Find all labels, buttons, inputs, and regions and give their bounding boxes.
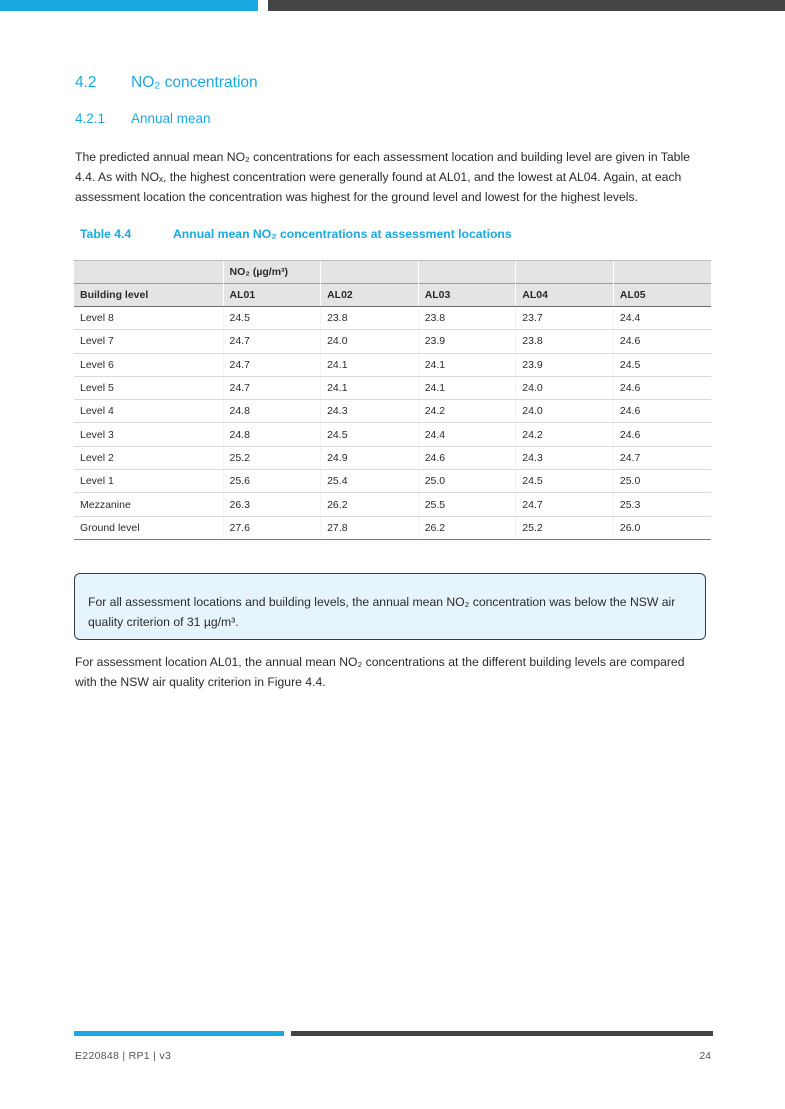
footer-accent-bar [74, 1031, 284, 1036]
table-group-spacer [418, 261, 516, 284]
table-cell: 23.9 [516, 353, 614, 376]
table-cell: 26.0 [613, 516, 711, 539]
table-row [74, 330, 711, 353]
table-cell: 24.6 [418, 446, 516, 469]
table-cell: 24.3 [321, 400, 419, 423]
table-row [74, 353, 711, 376]
table-cell: 24.8 [223, 423, 321, 446]
table-cell: 25.5 [418, 493, 516, 516]
table-body [74, 307, 711, 540]
row-label: Level 1 [74, 470, 223, 493]
table-cell: 24.7 [613, 446, 711, 469]
table-cell: 24.1 [418, 376, 516, 399]
table-row [74, 516, 711, 539]
header-accent-bar [0, 0, 258, 11]
table-cell: 23.8 [321, 307, 419, 330]
table-cell: 24.5 [321, 423, 419, 446]
table-cell: 23.8 [516, 330, 614, 353]
row-label: Level 8 [74, 307, 223, 330]
table-cell: 23.7 [516, 307, 614, 330]
table-cell: 25.0 [418, 470, 516, 493]
table-cell: 26.2 [321, 493, 419, 516]
table-cell: 24.1 [418, 353, 516, 376]
section-number: 4.2 [75, 74, 97, 91]
table-cell: 24.0 [516, 376, 614, 399]
row-label: Level 7 [74, 330, 223, 353]
table-cell: 25.0 [613, 470, 711, 493]
table-cell: 24.7 [516, 493, 614, 516]
table-row [74, 446, 711, 469]
table-cell: 24.4 [613, 307, 711, 330]
table-cell: 26.3 [223, 493, 321, 516]
table-caption-number: Table 4.4 [80, 227, 132, 241]
column-header: AL02 [321, 284, 419, 307]
table-cell: 24.2 [516, 423, 614, 446]
section-title: NO₂ concentration [131, 74, 258, 91]
table-cell: 24.0 [321, 330, 419, 353]
table-row [74, 307, 711, 330]
row-label: Level 5 [74, 376, 223, 399]
table-cell: 24.0 [516, 400, 614, 423]
table-group-header-row [74, 261, 711, 284]
table-cell: 24.6 [613, 423, 711, 446]
footer-page-number: 24 [699, 1050, 711, 1062]
table-cell: 24.7 [223, 353, 321, 376]
row-label: Level 2 [74, 446, 223, 469]
table-group-spacer [321, 261, 419, 284]
table-cell: 24.5 [516, 470, 614, 493]
header-dark-bar [268, 0, 785, 11]
column-header: AL05 [613, 284, 711, 307]
table-cell: 25.6 [223, 470, 321, 493]
table-cell: 25.2 [223, 446, 321, 469]
table-group-header: NO₂ (µg/m³) [223, 261, 321, 284]
row-header-label: Building level [74, 284, 223, 307]
table-cell: 23.8 [418, 307, 516, 330]
footer-dark-bar [291, 1031, 713, 1036]
table-cell: 26.2 [418, 516, 516, 539]
key-finding-callout [74, 573, 706, 640]
footer-document-reference: E220848 | RP1 | v3 [75, 1050, 172, 1062]
table-row [74, 423, 711, 446]
table-cell: 24.7 [223, 376, 321, 399]
table-row [74, 376, 711, 399]
table-cell: 27.8 [321, 516, 419, 539]
table-cell: 24.6 [613, 376, 711, 399]
table-cell: 25.2 [516, 516, 614, 539]
table-caption [80, 227, 512, 241]
table-cell: 25.3 [613, 493, 711, 516]
table-cell: 24.9 [321, 446, 419, 469]
column-header: AL04 [516, 284, 614, 307]
table-cell: 24.2 [418, 400, 516, 423]
table-cell: 24.5 [613, 353, 711, 376]
table-cell: 24.1 [321, 376, 419, 399]
subsection-title: Annual mean [131, 111, 211, 126]
table-corner-cell [74, 261, 223, 284]
table-row [74, 400, 711, 423]
table-row [74, 493, 711, 516]
table-cell: 24.5 [223, 307, 321, 330]
table-cell: 24.7 [223, 330, 321, 353]
table-cell: 24.6 [613, 330, 711, 353]
table-cell: 24.6 [613, 400, 711, 423]
table-column-header-row [74, 284, 711, 307]
subsection-heading [75, 111, 211, 126]
table-row [74, 470, 711, 493]
row-label: Level 6 [74, 353, 223, 376]
callout-text: For all assessment locations and building levels, the annual mean NO₂ concentration was below the NSW air quality criterion of 31 µg/m³. [88, 595, 676, 629]
table-cell: 24.4 [418, 423, 516, 446]
table-cell: 24.3 [516, 446, 614, 469]
row-label: Ground level [74, 516, 223, 539]
table-cell: 27.6 [223, 516, 321, 539]
table-caption-title: Annual mean NO₂ concentrations at assessment locations [173, 227, 512, 241]
table-cell: 24.8 [223, 400, 321, 423]
subsection-number: 4.2.1 [75, 111, 106, 126]
row-label: Level 4 [74, 400, 223, 423]
figure-reference-paragraph: For assessment location AL01, the annual mean NO₂ concentrations at the different building levels are compared with the NSW air quality criterion in Figure 4.4. [75, 655, 685, 689]
row-label: Mezzanine [74, 493, 223, 516]
column-header: AL01 [223, 284, 321, 307]
table-cell: 24.1 [321, 353, 419, 376]
intro-paragraph: The predicted annual mean NO₂ concentrations for each assessment location and building level are given in Table 4.4. As with NOₓ, the highest concentration were generally found at AL01, and the lowest at AL04. Again, at each assessment location the concentration was highest for the ground level and lowest for the highest levels. [75, 150, 690, 204]
table-cell: 25.4 [321, 470, 419, 493]
section-heading [75, 74, 258, 92]
table-group-spacer [613, 261, 711, 284]
column-header: AL03 [418, 284, 516, 307]
concentration-table [74, 260, 711, 540]
row-label: Level 3 [74, 423, 223, 446]
table-group-spacer [516, 261, 614, 284]
table-cell: 23.9 [418, 330, 516, 353]
